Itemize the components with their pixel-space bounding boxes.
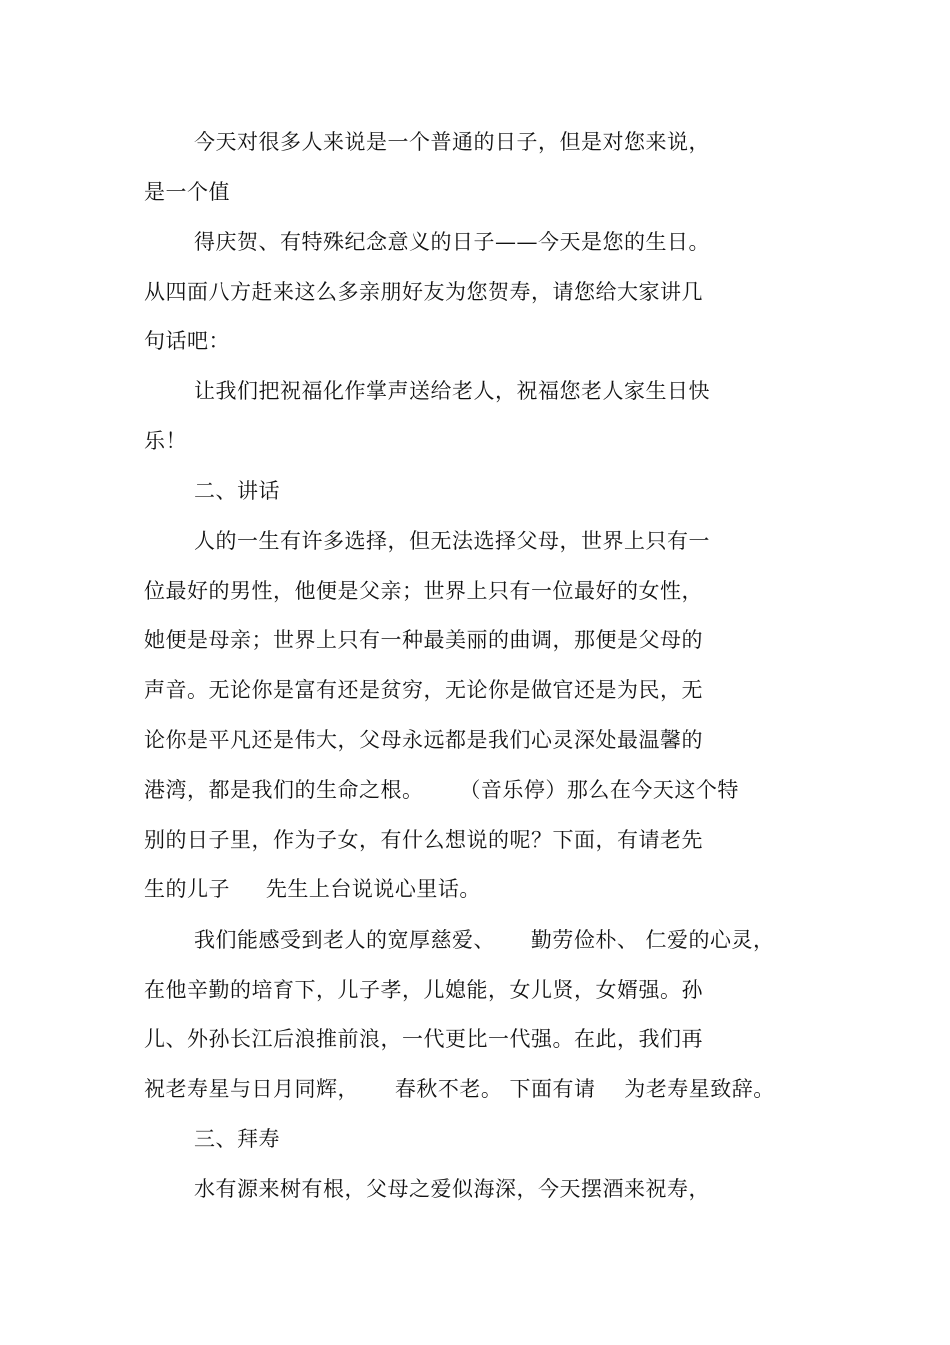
text-line: 从四面八方赶来这么多亲朋好友为您贺寿，请您给大家讲几 bbox=[144, 280, 703, 304]
text-line: 在他辛勤的培育下，儿子孝，儿媳能，女儿贤，女婿强。孙 bbox=[144, 978, 703, 1002]
text-line: 是一个值 bbox=[144, 180, 230, 204]
text-line: 句话吧： bbox=[144, 329, 230, 353]
text-line: 声音。无论你是富有还是贫穷，无论你是做官还是为民，无 bbox=[144, 678, 703, 702]
text-line: 港湾，都是我们的生命之根。 （音乐停）那么在今天这个特 bbox=[144, 778, 739, 802]
text-line: 今天对很多人来说是一个普通的日子，但是对您来说， bbox=[194, 130, 710, 154]
section-heading: 三、拜寿 bbox=[194, 1127, 280, 1151]
text-line: 人的一生有许多选择，但无法选择父母，世界上只有一 bbox=[194, 529, 710, 553]
text-line: 水有源来树有根，父母之爱似海深，今天摆酒来祝寿， bbox=[194, 1177, 710, 1201]
text-line: 别的日子里，作为子女，有什么想说的呢？下面，有请老先 bbox=[144, 828, 703, 852]
text-line: 我们能感受到老人的宽厚慈爱、 勤劳俭朴、 仁爱的心灵， bbox=[194, 928, 775, 952]
text-line: 祝老寿星与日月同辉， 春秋不老。 下面有请 为老寿星致辞。 bbox=[144, 1077, 775, 1101]
text-line: 她便是母亲；世界上只有一种最美丽的曲调，那便是父母的 bbox=[144, 628, 703, 652]
text-line: 生的儿子 先生上台说说心里话。 bbox=[144, 877, 481, 901]
text-line: 让我们把祝福化作掌声送给老人，祝福您老人家生日快 bbox=[194, 379, 710, 403]
text-line: 得庆贺、有特殊纪念意义的日子——今天是您的生日。 bbox=[194, 230, 710, 254]
text-line: 位最好的男性，他便是父亲；世界上只有一位最好的女性， bbox=[144, 579, 703, 603]
text-line: 儿、外孙长江后浪推前浪，一代更比一代强。在此，我们再 bbox=[144, 1027, 703, 1051]
text-line: 论你是平凡还是伟大，父母永远都是我们心灵深处最温馨的 bbox=[144, 728, 703, 752]
section-heading: 二、讲话 bbox=[194, 479, 280, 503]
text-line: 乐！ bbox=[144, 429, 187, 453]
